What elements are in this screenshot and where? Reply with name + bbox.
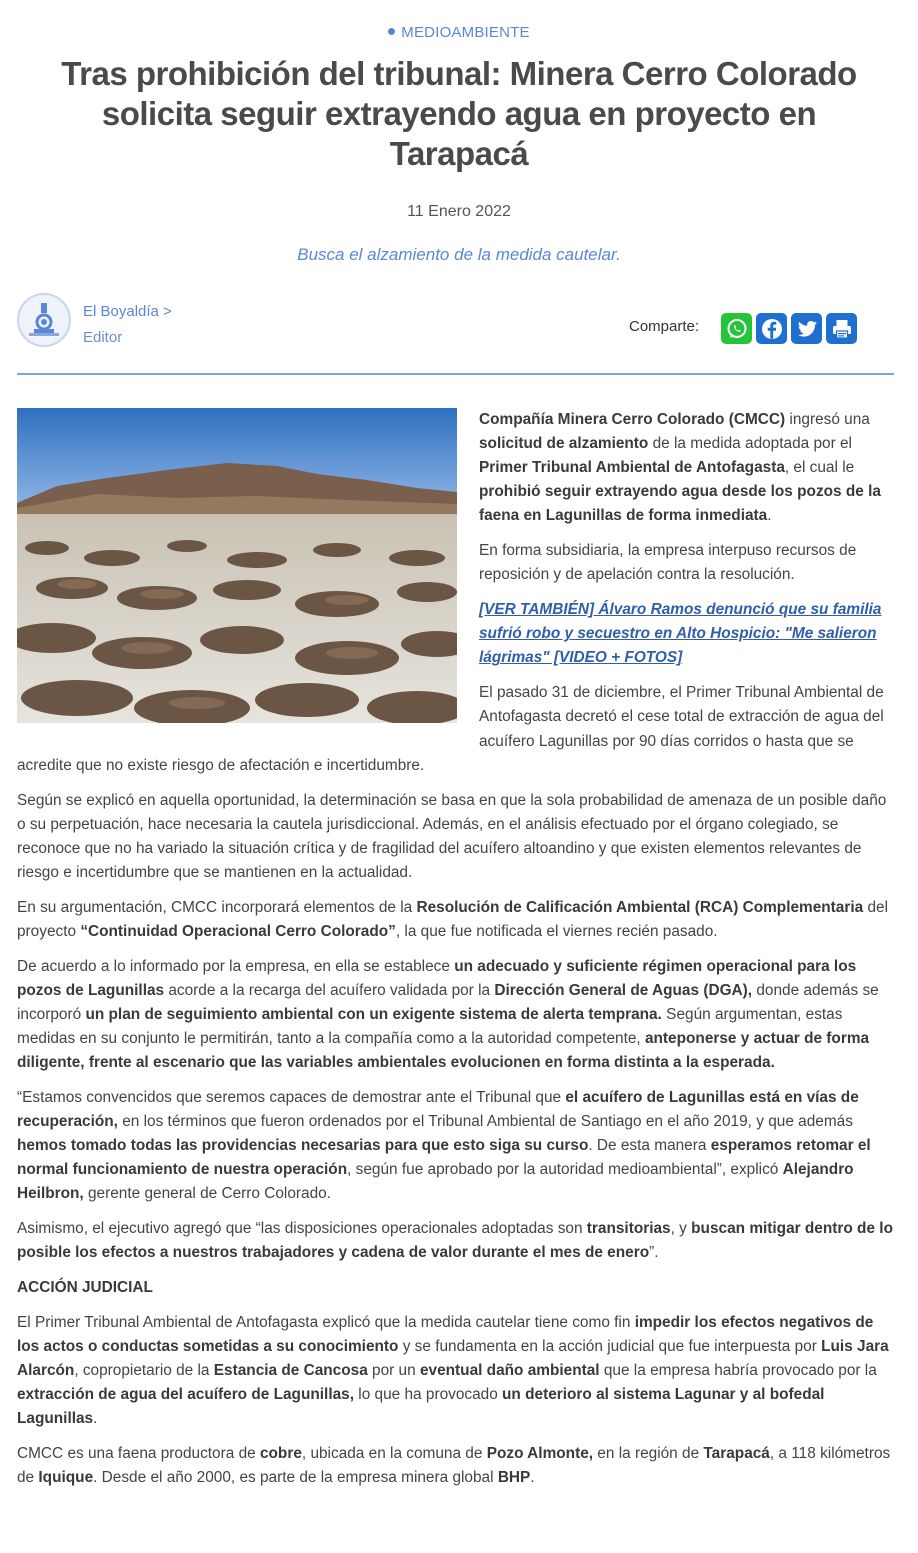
text: “Estamos convencidos que seremos capaces de demostrar ante el Tribunal que xyxy=(17,1088,566,1106)
section-heading: ACCIÓN JUDICIAL xyxy=(17,1279,153,1297)
article-body xyxy=(17,408,893,1501)
text: ingresó una xyxy=(785,411,870,428)
text-bold: Resolución de Calificación Ambiental (RCA) Complementaria xyxy=(416,898,864,916)
paragraph-3: El pasado 31 de diciembre, el Primer Tribunal Ambiental de Antofagasta decretó el cese total de extracción de agua del acuífero Lagunillas por 90 días corridos o hasta que se acredite que no existe riesgo de afectación e incertidumbre. xyxy=(17,684,884,774)
text-bold: impedir los efectos negativos de los actos o conductas sometidas a su conocimiento xyxy=(17,1314,874,1356)
avatar[interactable] xyxy=(17,293,71,347)
text-bold: Tarapacá xyxy=(703,1445,770,1463)
text: y se fundamenta en la acción judicial que fue interpuesta por xyxy=(398,1338,822,1356)
paragraph-4: Según se explicó en aquella oportunidad, la determinación se basa en que la sola probabilidad de amenaza de un posible daño o su perpetuación, hace necesaria la cautela jurisdiccional. Además, en el análisis efectuado por el órgano colegiado, se reconoce que no ha variado la situación crítica y de fragilidad del acuífero altoandino y que existen elementos relevantes de riesgo e incertidumbre que se mantienen en la actualidad. xyxy=(17,791,887,881)
print-button[interactable] xyxy=(826,313,857,344)
text: , según fue aprobado por la autoridad medioambiental”, explicó xyxy=(347,1161,783,1179)
text-bold: esperamos retomar el normal funcionamiento de nuestra operación xyxy=(17,1137,871,1179)
text-bold: eventual daño ambiental xyxy=(419,1362,600,1380)
facebook-icon xyxy=(760,317,784,341)
text: en los términos que fueron ordenados por el Tribunal Ambiental de Santiago en el año 2019, y que además xyxy=(117,1113,853,1131)
text-bold: BHP xyxy=(497,1469,531,1487)
text-bold: hemos tomado todas las providencias necesarias para que esto siga su curso xyxy=(17,1137,589,1155)
facebook-share-button[interactable] xyxy=(756,313,787,344)
article-date: 11 Enero 2022 xyxy=(407,203,511,220)
text-bold: transitorias xyxy=(586,1220,671,1238)
header-divider xyxy=(17,373,894,375)
text-bold: Alejandro Heilbron, xyxy=(17,1161,854,1203)
text-bold: Iquique xyxy=(38,1469,94,1487)
text: ”. xyxy=(649,1244,659,1262)
category-label[interactable] xyxy=(0,24,918,41)
text: , la que fue notificada el viernes recién pasado. xyxy=(395,922,718,940)
text: acorde a la recarga del acuífero validada por la xyxy=(164,981,495,999)
paragraph-10 xyxy=(17,1442,893,1490)
author-role: Editor xyxy=(83,329,123,346)
text: por un xyxy=(367,1362,420,1380)
text: , a 118 kilómetros de xyxy=(17,1445,891,1487)
text: En su argumentación, CMCC incorporará elementos de la xyxy=(17,898,417,916)
text-bold: prohibió seguir extrayendo agua desde los pozos de la faena en Lagunillas de forma inmediata xyxy=(479,483,881,525)
share-label: Comparte: xyxy=(629,318,700,335)
whatsapp-icon xyxy=(725,317,749,341)
paragraph-8 xyxy=(17,1217,893,1265)
text: que la empresa habría provocado por la xyxy=(599,1362,877,1380)
text-bold: un adecuado y suficiente régimen operacional para los pozos de Lagunillas xyxy=(17,957,857,999)
text: . De esta manera xyxy=(588,1137,711,1155)
text: De acuerdo a lo informado por la empresa, en ella se establece xyxy=(17,957,455,975)
paragraph-5 xyxy=(17,896,893,944)
text: , copropietario de la xyxy=(74,1362,214,1380)
text: donde además se incorporó xyxy=(17,981,879,1023)
text: del proyecto xyxy=(17,898,889,940)
article-title: Tras prohibición del tribunal: Minera Cerro Colorado solicita seguir extrayendo agua en proyecto en Tarapacá xyxy=(61,55,857,172)
text-bold: Dirección General de Aguas (DGA), xyxy=(494,981,753,999)
article-photo xyxy=(17,408,457,723)
text: . xyxy=(530,1469,535,1487)
author-share-row xyxy=(17,293,894,353)
text-bold: anteponerse y actuar de forma diligente, frente al escenario que las variables ambientales evolucionen en forma distinta a la esperada. xyxy=(17,1029,870,1072)
share-buttons xyxy=(721,313,857,344)
text: lo que ha provocado xyxy=(354,1386,503,1404)
text-bold: Luis Jara Alarcón xyxy=(17,1338,889,1380)
category-dot-icon xyxy=(388,28,395,35)
whatsapp-share-button[interactable] xyxy=(721,313,752,344)
text: . xyxy=(767,507,772,525)
text-bold: cobre xyxy=(259,1445,302,1463)
text-bold: “Continuidad Operacional Cerro Colorado” xyxy=(80,922,396,940)
text: , y xyxy=(670,1220,692,1238)
text-bold: solicitud de alzamiento xyxy=(479,435,649,453)
text: en la región de xyxy=(593,1445,704,1463)
salt-flat-landscape-image xyxy=(17,408,457,723)
paragraph-7 xyxy=(17,1086,893,1206)
text-bold: Compañía Minera Cerro Colorado (CMCC) xyxy=(479,411,786,428)
text: , ubicada en la comuna de xyxy=(301,1445,487,1463)
text-bold: el acuífero de Lagunillas está en vías de recuperación, xyxy=(17,1088,859,1131)
author-logo-icon xyxy=(19,295,69,345)
twitter-icon xyxy=(795,317,819,341)
text-bold: Estancia de Cancosa xyxy=(213,1362,368,1380)
text-bold: extracción de agua del acuífero de Lagunillas, xyxy=(17,1386,354,1404)
text: . xyxy=(93,1410,98,1428)
paragraph-6 xyxy=(17,955,893,1075)
text-bold: buscan mitigar dentro de lo posible los efectos a nuestros trabajadores y cadena de valor durante el mes de enero xyxy=(17,1220,893,1262)
print-icon xyxy=(830,317,854,341)
text-bold: Pozo Almonte, xyxy=(486,1445,594,1463)
text: . Desde el año 2000, es parte de la empresa minera global xyxy=(93,1469,498,1487)
article-subtitle: Busca el alzamiento de la medida cautelar. xyxy=(297,245,621,264)
author-name-link[interactable]: El Boyaldía > xyxy=(83,303,172,320)
paragraph-2: En forma subsidiaria, la empresa interpuso recursos de reposición y de apelación contra la resolución. xyxy=(479,542,857,584)
text-bold: un deterioro al sistema Lagunar y al bofedal Lagunillas xyxy=(17,1386,825,1428)
text: de la medida adoptada por el xyxy=(648,435,852,453)
paragraph-9 xyxy=(17,1311,893,1431)
category-text[interactable]: MEDIOAMBIENTE xyxy=(401,24,530,41)
text: , el cual le xyxy=(784,459,855,477)
text: gerente general de Cerro Colorado. xyxy=(83,1185,331,1203)
text: Según argumentan, estas medidas en su conjunto le permitirán, tanto a la compañía como a la autoridad competente, xyxy=(17,1005,843,1047)
text: Asimismo, el ejecutivo agregó que “las disposiciones operacionales adoptadas son xyxy=(17,1220,587,1238)
text-bold: un plan de seguimiento ambiental con un exigente sistema de alerta temprana. xyxy=(85,1005,662,1023)
text: CMCC es una faena productora de xyxy=(17,1445,260,1463)
see-also-link[interactable]: [VER TAMBIÉN] Álvaro Ramos denunció que su familia sufrió robo y secuestro en Alto Hospicio: "Me salieron lágrimas" [VIDEO + FOTOS] xyxy=(479,601,882,667)
twitter-share-button[interactable] xyxy=(791,313,822,344)
text-bold: Primer Tribunal Ambiental de Antofagasta xyxy=(479,459,785,477)
text: El Primer Tribunal Ambiental de Antofagasta explicó que la medida cautelar tiene como fin xyxy=(17,1314,635,1332)
